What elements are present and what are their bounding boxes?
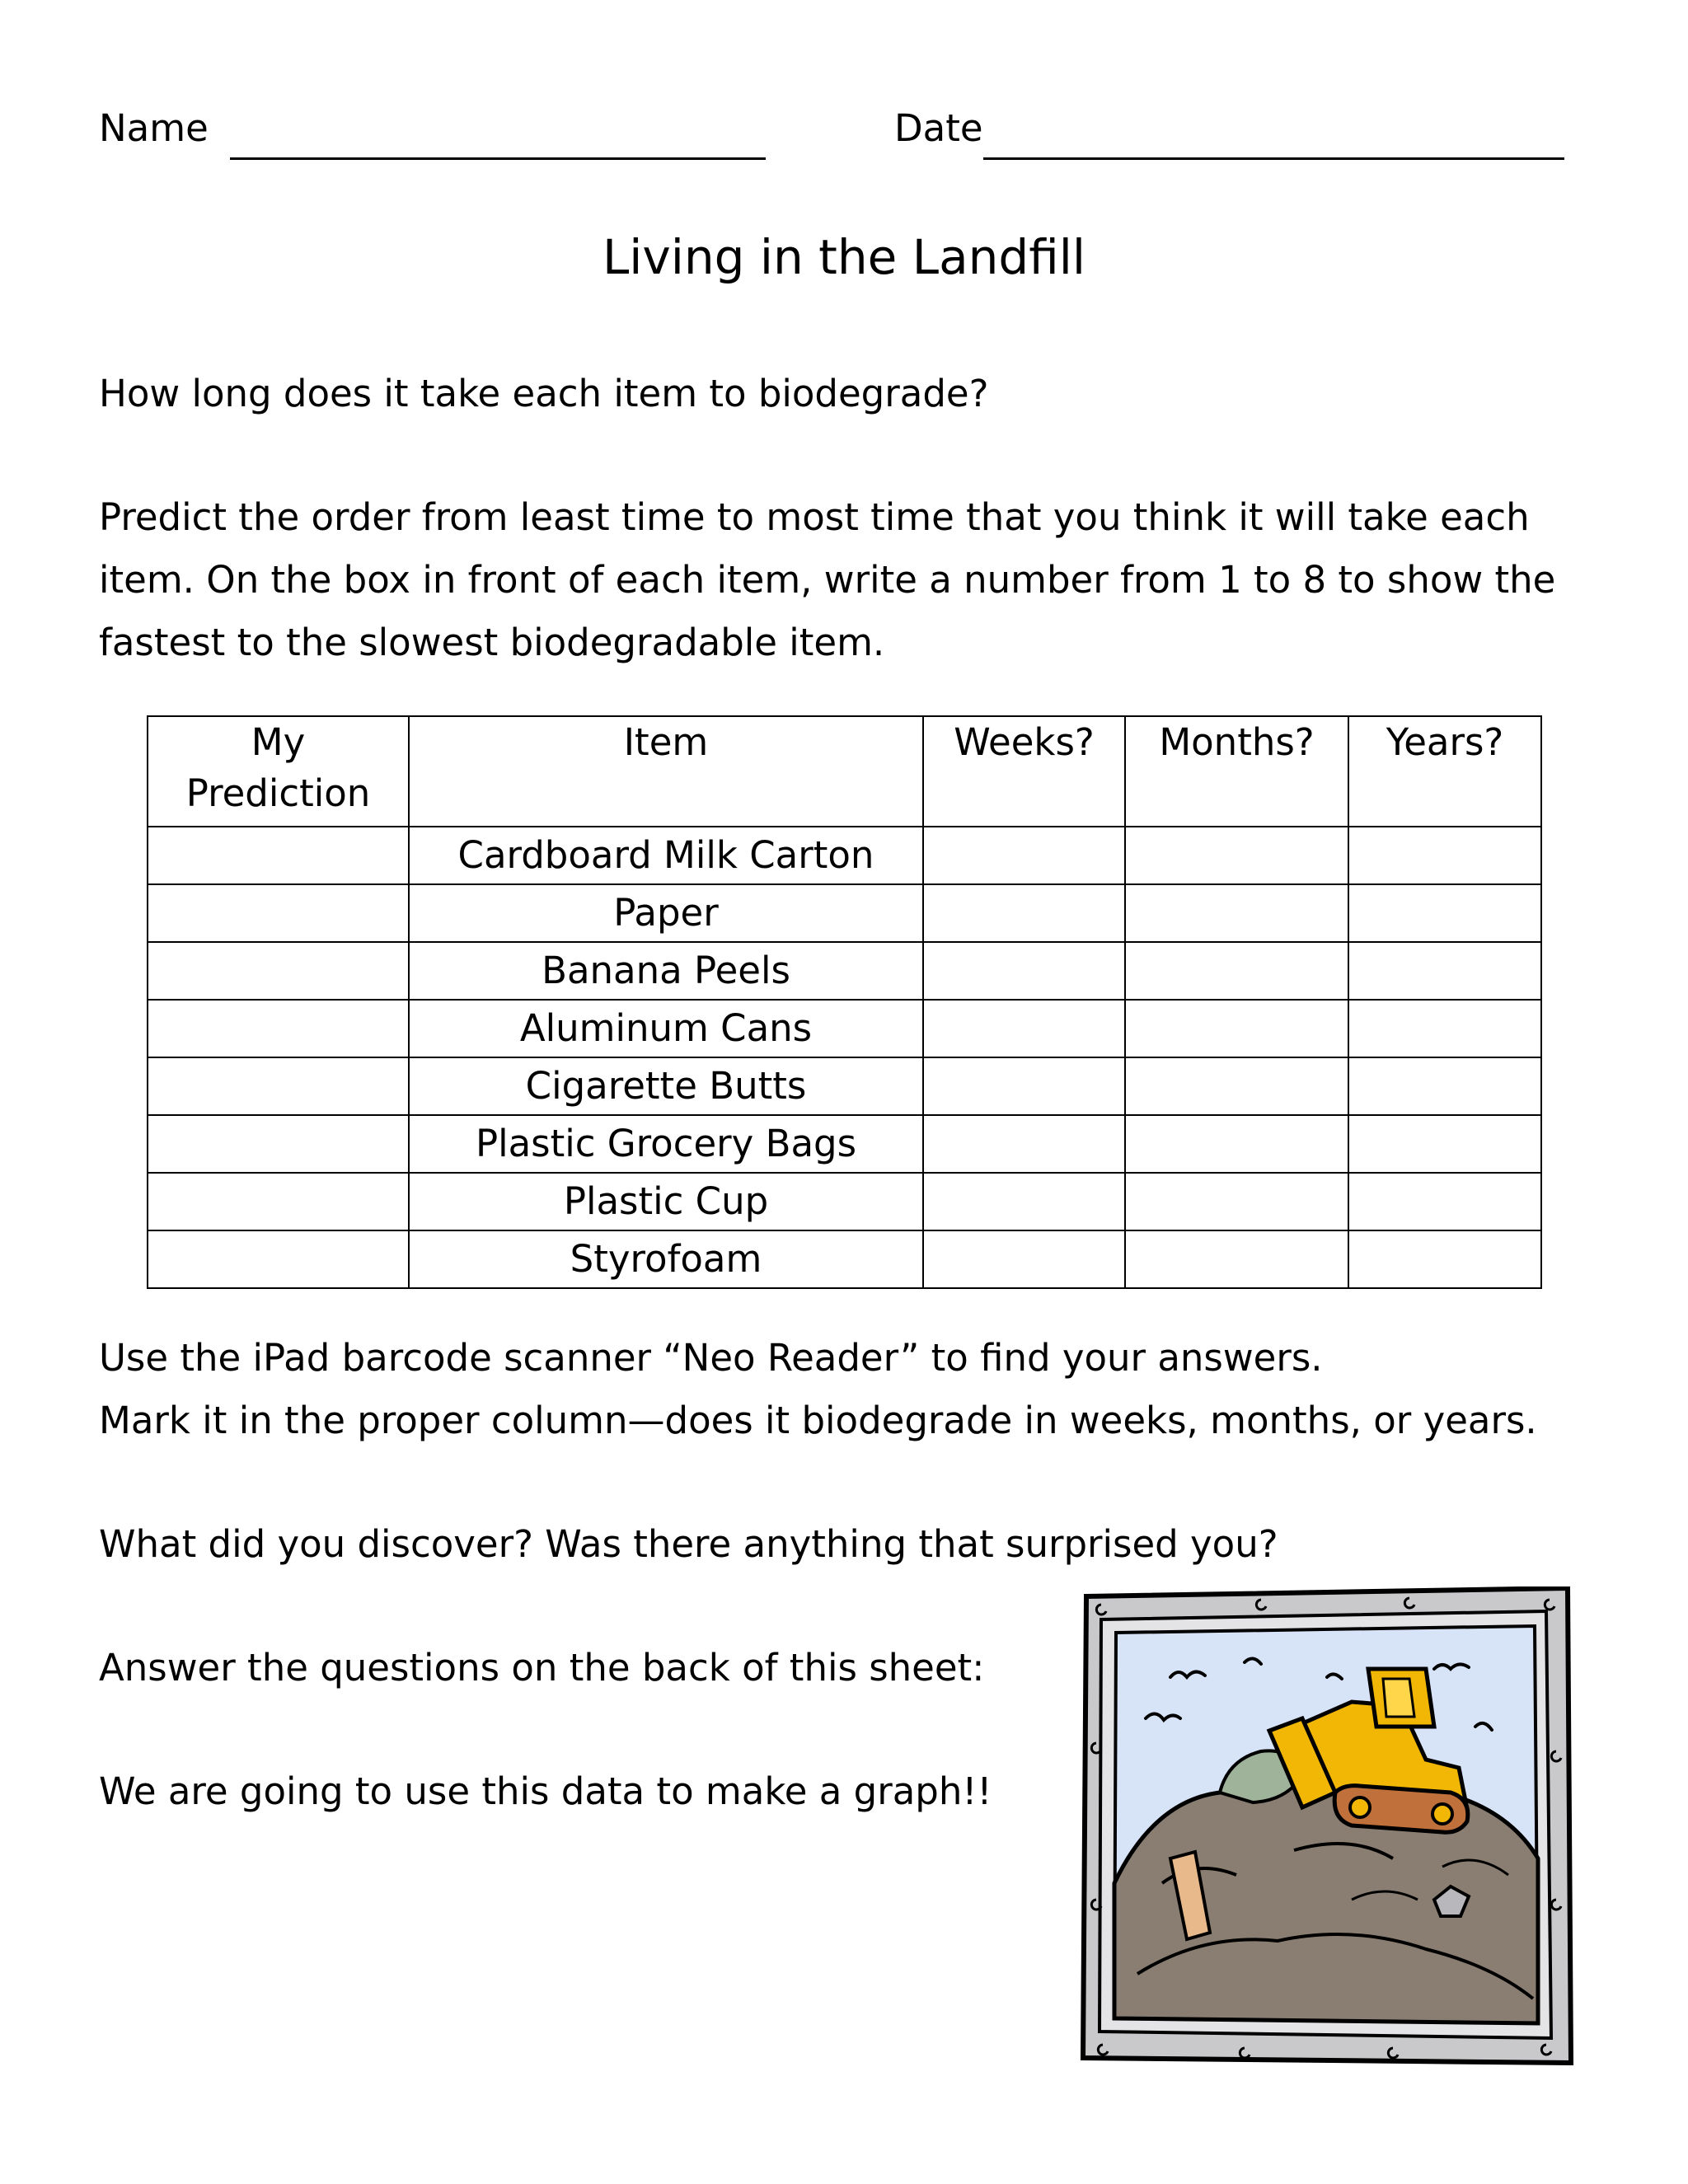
weeks-cell[interactable]	[923, 1057, 1125, 1115]
table-header-row	[148, 716, 1541, 827]
prediction-cell[interactable]	[148, 1057, 409, 1115]
header-weeks: Weeks?	[923, 716, 1125, 827]
back-instruction: Answer the questions on the back of this sheet:	[99, 1646, 985, 1690]
table-row	[148, 884, 1541, 942]
weeks-cell[interactable]	[923, 1000, 1125, 1057]
years-cell[interactable]	[1348, 942, 1541, 1000]
years-cell[interactable]	[1348, 1230, 1541, 1288]
item-name: Banana Peels	[409, 942, 923, 1000]
prediction-cell[interactable]	[148, 1115, 409, 1173]
months-cell[interactable]	[1125, 827, 1348, 884]
prediction-cell[interactable]	[148, 827, 409, 884]
header-my-prediction: My Prediction	[148, 716, 409, 827]
question-text: How long does it take each item to biodegrade?	[99, 372, 989, 415]
item-name: Plastic Grocery Bags	[409, 1115, 923, 1173]
weeks-cell[interactable]	[923, 827, 1125, 884]
name-field[interactable]	[230, 110, 766, 160]
header-item: Item	[409, 716, 923, 827]
years-cell[interactable]	[1348, 1173, 1541, 1230]
date-label: Date	[894, 106, 983, 150]
years-cell[interactable]	[1348, 1000, 1541, 1057]
table-row	[148, 1230, 1541, 1288]
prediction-cell[interactable]	[148, 1230, 409, 1288]
item-name: Styrofoam	[409, 1230, 923, 1288]
weeks-cell[interactable]	[923, 1173, 1125, 1230]
table-row	[148, 942, 1541, 1000]
item-name: Aluminum Cans	[409, 1000, 923, 1057]
weeks-cell[interactable]	[923, 942, 1125, 1000]
months-cell[interactable]	[1125, 1000, 1348, 1057]
date-field[interactable]	[983, 110, 1564, 160]
months-cell[interactable]	[1125, 1115, 1348, 1173]
weeks-cell[interactable]	[923, 1230, 1125, 1288]
item-name: Paper	[409, 884, 923, 942]
years-cell[interactable]	[1348, 827, 1541, 884]
name-line	[99, 97, 766, 160]
instructions-text: Predict the order from least time to most time that you think it will take each item. On the box in front of each item, write a number from 1 to 8 to show the fastest to the slowest biodegradable item.	[99, 495, 1556, 664]
prediction-cell[interactable]	[148, 1173, 409, 1230]
months-cell[interactable]	[1125, 1057, 1348, 1115]
table-row	[148, 1115, 1541, 1173]
mark-instruction: Mark it in the proper column—does it biodegrade in weeks, months, or years.	[99, 1399, 1537, 1442]
name-label: Name	[99, 106, 209, 150]
years-cell[interactable]	[1348, 1115, 1541, 1173]
prediction-cell[interactable]	[148, 1000, 409, 1057]
graph-note: We are going to use this data to make a graph!!	[99, 1769, 992, 1813]
scanner-instruction: Use the iPad barcode scanner “Neo Reader” to find your answers.	[99, 1336, 1323, 1380]
item-name: Cardboard Milk Carton	[409, 827, 923, 884]
months-cell[interactable]	[1125, 942, 1348, 1000]
page-title: Living in the Landfill	[602, 229, 1085, 285]
item-name: Cigarette Butts	[409, 1057, 923, 1115]
table-row	[148, 1000, 1541, 1057]
prediction-cell[interactable]	[148, 942, 409, 1000]
date-line	[894, 97, 1564, 160]
prediction-cell[interactable]	[148, 884, 409, 942]
header-years: Years?	[1348, 716, 1541, 827]
prediction-table	[147, 715, 1542, 1289]
years-cell[interactable]	[1348, 884, 1541, 942]
months-cell[interactable]	[1125, 1230, 1348, 1288]
months-cell[interactable]	[1125, 1173, 1348, 1230]
months-cell[interactable]	[1125, 884, 1348, 942]
table-row	[148, 1173, 1541, 1230]
weeks-cell[interactable]	[923, 884, 1125, 942]
table-row	[148, 827, 1541, 884]
weeks-cell[interactable]	[923, 1115, 1125, 1173]
table-row	[148, 1057, 1541, 1115]
years-cell[interactable]	[1348, 1057, 1541, 1115]
header-months: Months?	[1125, 716, 1348, 827]
discover-question: What did you discover? Was there anything that surprised you?	[99, 1522, 1278, 1566]
item-name: Plastic Cup	[409, 1173, 923, 1230]
landfill-bulldozer-clipart	[1080, 1586, 1574, 2066]
